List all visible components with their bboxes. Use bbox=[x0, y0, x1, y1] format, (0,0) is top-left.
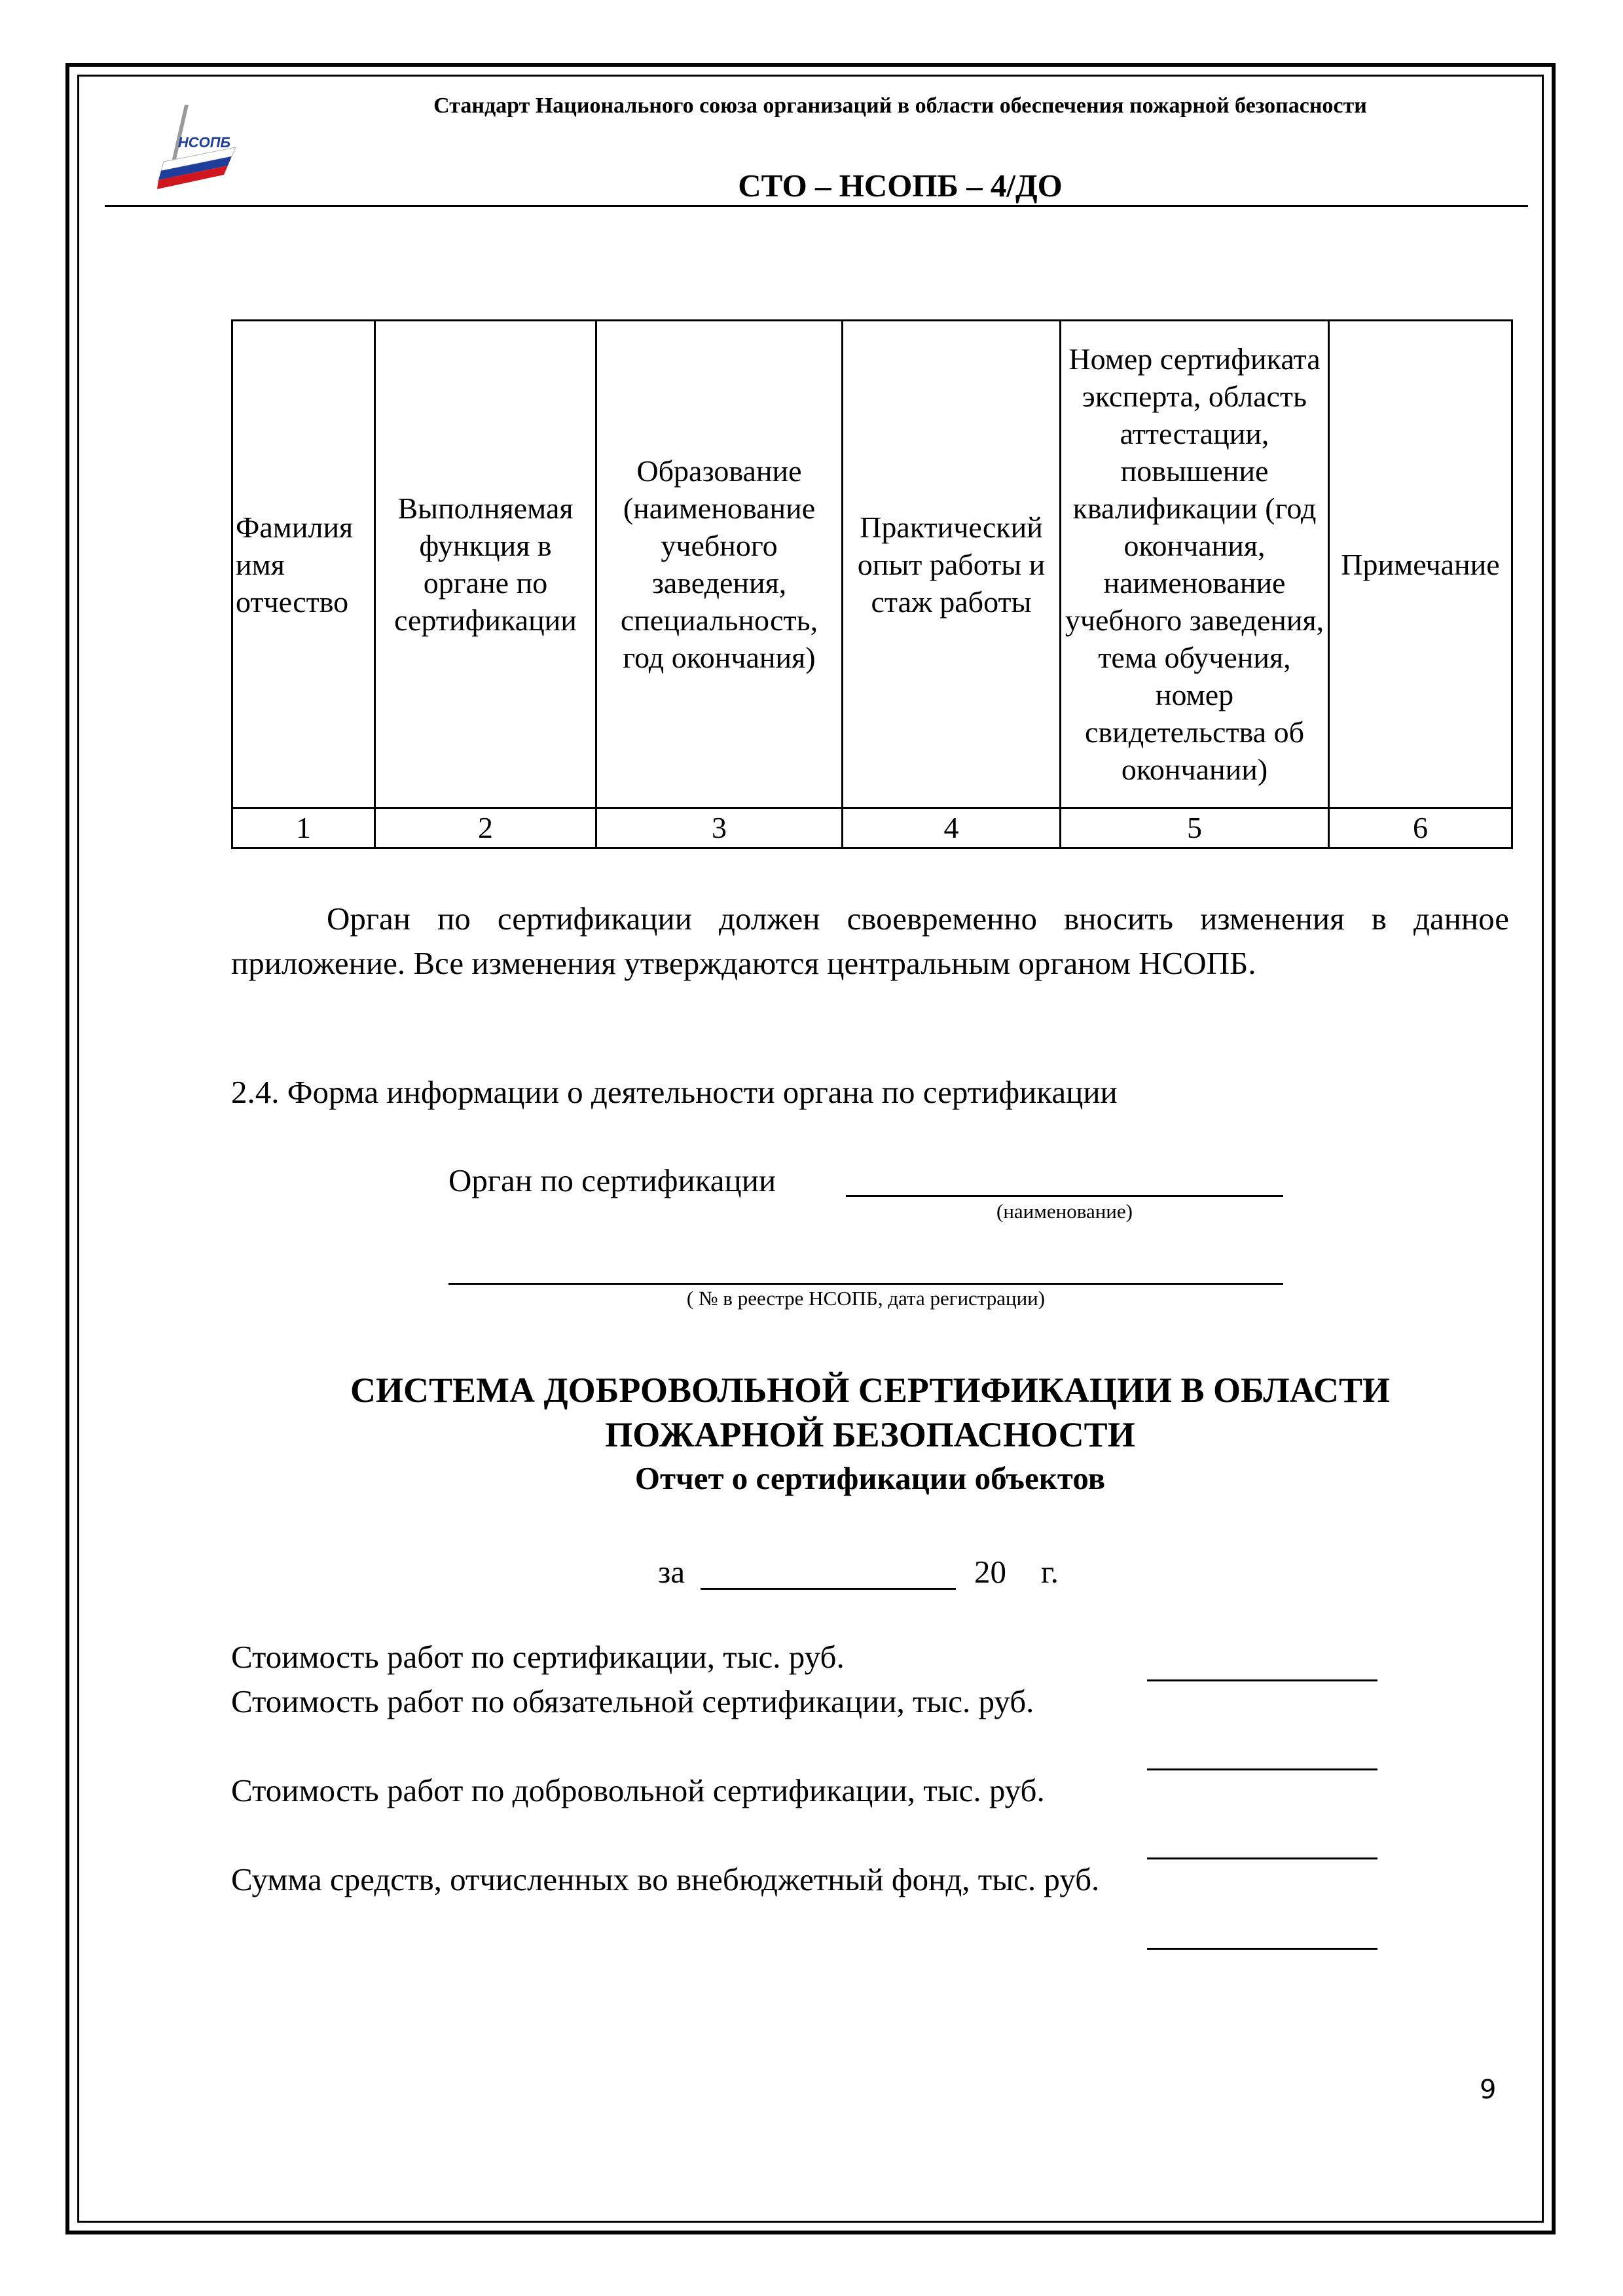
registry-caption: ( № в реестре НСОПБ, дата регистрации) bbox=[686, 1287, 1046, 1310]
cost-blank bbox=[1147, 1679, 1377, 1681]
period-blank-line bbox=[701, 1588, 956, 1590]
cost-line: Стоимость работ по сертификации, тыс. руб. bbox=[231, 1639, 845, 1675]
cost-blank bbox=[1147, 1857, 1377, 1859]
column-number: 5 bbox=[1061, 808, 1329, 848]
org-label: Орган по сертификации bbox=[448, 1162, 776, 1198]
update-paragraph: Орган по сертификации должен своевременно вносить изменения в данное приложение. Все изменения утверждаются центральным органом НСОПБ. bbox=[231, 901, 1509, 981]
report-subtitle: Отчет о сертификации объектов bbox=[634, 1460, 1106, 1496]
period-suffix: г. bbox=[1041, 1554, 1059, 1590]
period-prefix: за bbox=[658, 1554, 685, 1590]
section-heading: 2.4. Форма информации о деятельности органа по сертификации bbox=[231, 1074, 1118, 1110]
personnel-table bbox=[231, 319, 1513, 849]
column-number: 1 bbox=[232, 808, 375, 848]
org-name-caption: (наименование) bbox=[996, 1200, 1133, 1223]
registry-blank-line bbox=[448, 1283, 1283, 1285]
column-header-function: Выполняемая функция в органе по сертификации bbox=[375, 321, 596, 808]
cost-blank bbox=[1147, 1768, 1377, 1770]
column-number: 6 bbox=[1329, 808, 1512, 848]
page-number: 9 bbox=[1480, 2075, 1497, 2105]
header-organization: Стандарт Национального союза организаций в области обеспечения пожарной безопасности bbox=[433, 94, 1367, 118]
header-divider bbox=[105, 205, 1528, 207]
column-number: 2 bbox=[375, 808, 596, 848]
column-header-note: Примечание bbox=[1329, 321, 1512, 808]
period-year: 20 bbox=[974, 1554, 1006, 1590]
table-number-row bbox=[232, 808, 1512, 848]
column-header-experience: Практический опыт работы и стаж работы bbox=[843, 321, 1061, 808]
org-name-blank-line bbox=[846, 1195, 1283, 1197]
column-number: 3 bbox=[596, 808, 843, 848]
cost-blank bbox=[1147, 1948, 1377, 1950]
column-number: 4 bbox=[843, 808, 1061, 848]
svg-text:НСОПБ: НСОПБ bbox=[177, 134, 231, 151]
system-title: СИСТЕМА ДОБРОВОЛЬНОЙ СЕРТИФИКАЦИИ В ОБЛАСТИ ПОЖАРНОЙ БЕЗОПАСНОСТИ bbox=[350, 1371, 1390, 1454]
table-header-row bbox=[232, 321, 1512, 808]
document-code: СТО – НСОПБ – 4/ДО bbox=[738, 168, 1063, 204]
cost-line: Стоимость работ по обязательной сертификации, тыс. руб. bbox=[231, 1683, 1034, 1719]
cost-line: Стоимость работ по добровольной сертификации, тыс. руб. bbox=[231, 1772, 1045, 1808]
column-header-certificate: Номер сертификата эксперта, область аттестации, повышение квалификации (год окончания, наименование учебного заведения, тема обучения, номер свидетельства об окончании) bbox=[1061, 321, 1329, 808]
column-header-education: Образование (наименование учебного заведения, специальность, год окончания) bbox=[596, 321, 843, 808]
cost-line: Сумма средств, отчисленных во внебюджетный фонд, тыс. руб. bbox=[231, 1861, 1100, 1897]
column-header-name: Фамилия имя отчество bbox=[232, 321, 375, 808]
nsopb-logo bbox=[157, 101, 246, 190]
